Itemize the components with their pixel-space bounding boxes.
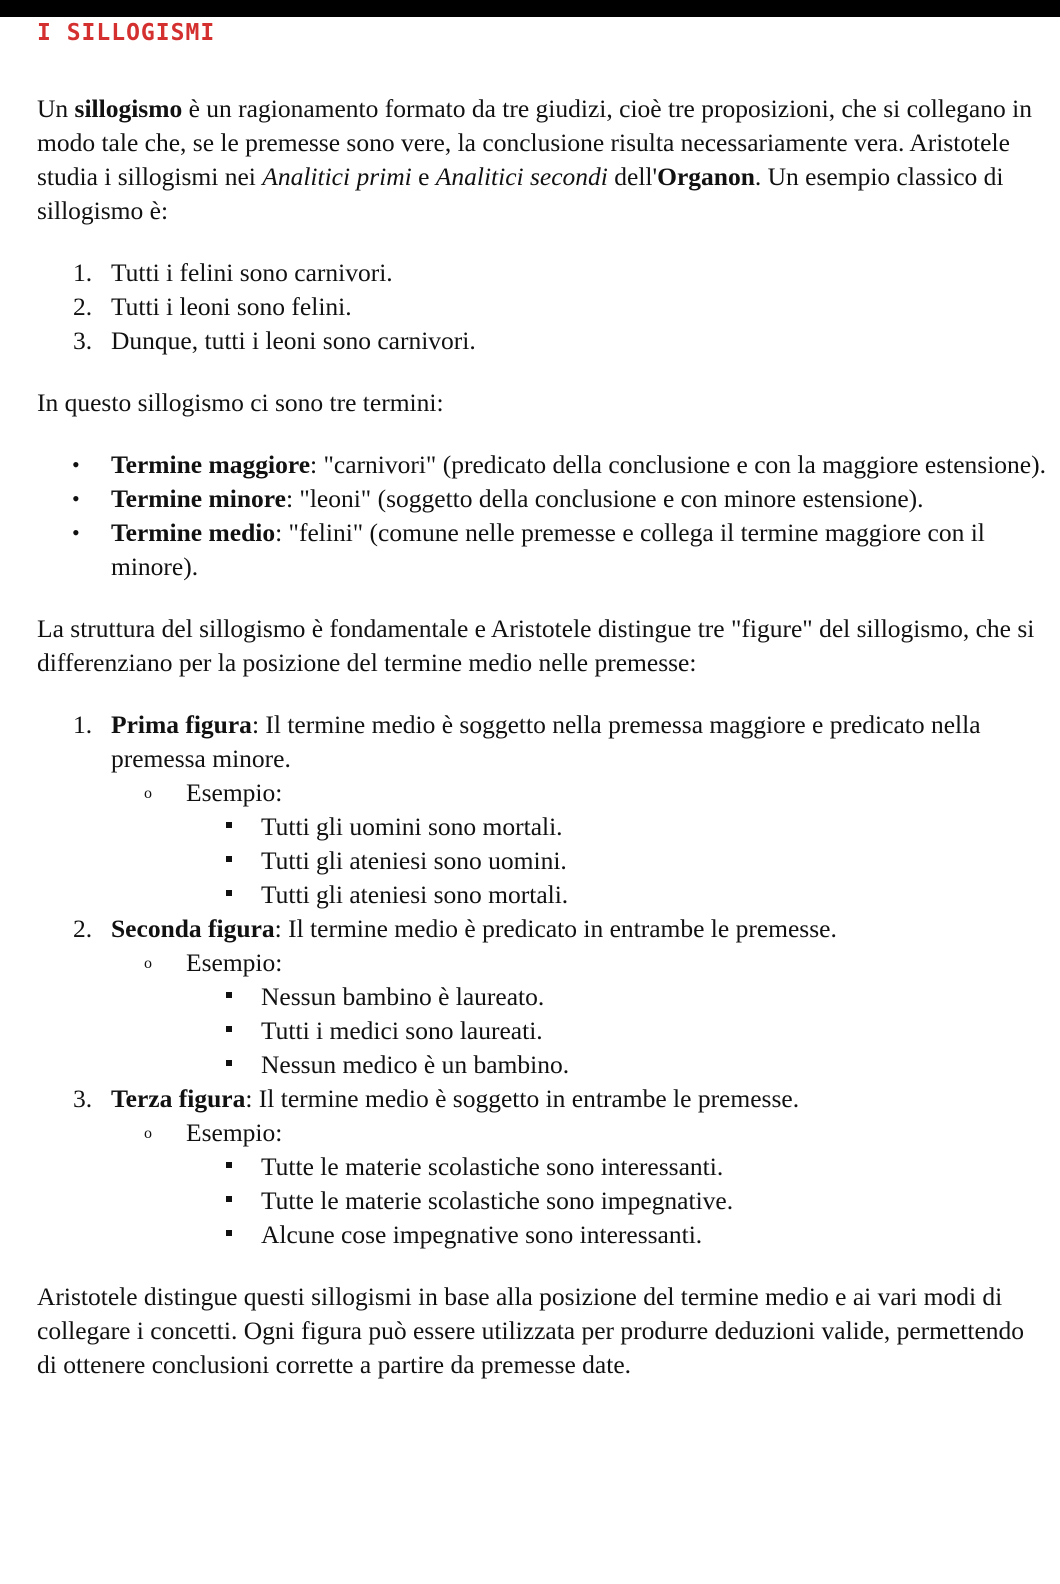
- term-text: : "felini" (comune nelle premesse e collega il termine maggiore con il minore).: [111, 518, 985, 581]
- example-line: [111, 1150, 1047, 1184]
- list-number: 2.: [73, 914, 93, 943]
- term-label: Termine medio: [111, 518, 276, 547]
- example-subitem: [111, 946, 1047, 980]
- example-item: [37, 256, 1047, 290]
- list-number: 2.: [73, 292, 93, 321]
- intro-bold-sillogismo: sillogismo: [74, 94, 183, 123]
- square-bullet-icon: [226, 1162, 232, 1168]
- square-bullet-icon: [226, 856, 232, 862]
- intro-paragraph: [37, 92, 1047, 228]
- document-body: [37, 92, 1047, 1382]
- example-text: Tutti i felini sono carnivori.: [111, 258, 393, 287]
- term-text: : "carnivori" (predicato della conclusione e con la maggiore estensione).: [310, 450, 1046, 479]
- example-subitem: [111, 776, 1047, 810]
- example-line: [111, 1048, 1047, 1082]
- page-title: I SILLOGISMI: [37, 20, 216, 46]
- figure-text: : Il termine medio è soggetto in entrambe le premesse.: [245, 1084, 800, 1113]
- example-item: [37, 290, 1047, 324]
- example-line-text: Tutti gli uomini sono mortali.: [261, 812, 563, 841]
- intro-text-5: . Un esempio classico di sillogismo è:: [37, 162, 1004, 225]
- list-number: 3.: [73, 1084, 93, 1113]
- term-item: [37, 516, 1047, 584]
- intro-text-4: dell': [607, 162, 658, 191]
- term-item: [37, 448, 1047, 482]
- example-label: Esempio:: [186, 948, 283, 977]
- conclusion-paragraph: Aristotele distingue questi sillogismi in base alla posizione del termine medio e ai vari modi di collegare i concetti. Ogni figura può essere utilizzata per produrre deduzioni valide, permettendo di ottenere conclusioni corrette a partire da premesse date.: [37, 1282, 1025, 1379]
- example-text: Tutti i leoni sono felini.: [111, 292, 352, 321]
- example-label: Esempio:: [186, 778, 283, 807]
- figure-item: [37, 708, 1047, 912]
- example-line-text: Tutti gli ateniesi sono mortali.: [261, 880, 569, 909]
- example-line: [111, 1014, 1047, 1048]
- bullet-marker: •: [72, 452, 80, 477]
- square-bullet-icon: [226, 1196, 232, 1202]
- term-label: Termine minore: [111, 484, 286, 513]
- example-line: [111, 1218, 1047, 1252]
- list-number: 3.: [73, 326, 93, 355]
- example-list: [37, 256, 1047, 358]
- example-line-text: Nessun bambino è laureato.: [261, 982, 545, 1011]
- example-line-text: Nessun medico è un bambino.: [261, 1050, 570, 1079]
- terms-list: [37, 448, 1047, 584]
- figures-list: [37, 708, 1047, 1252]
- example-text: Dunque, tutti i leoni sono carnivori.: [111, 326, 476, 355]
- intro-italic-analitici-primi: Analitici primi: [262, 162, 412, 191]
- example-subitem: [111, 1116, 1047, 1150]
- example-line-text: Tutti gli ateniesi sono uomini.: [261, 846, 567, 875]
- figure-text: : Il termine medio è predicato in entrambe le premesse.: [274, 914, 837, 943]
- list-number: 1.: [73, 258, 93, 287]
- example-line: [111, 844, 1047, 878]
- intro-italic-analitici-secondi: Analitici secondi: [435, 162, 608, 191]
- square-bullet-icon: [226, 822, 232, 828]
- term-label: Termine maggiore: [111, 450, 311, 479]
- square-bullet-icon: [226, 1230, 232, 1236]
- example-label: Esempio:: [186, 1118, 283, 1147]
- example-line-text: Tutti i medici sono laureati.: [261, 1016, 543, 1045]
- square-bullet-icon: [226, 1026, 232, 1032]
- top-bar: [0, 0, 1060, 17]
- example-line: [111, 810, 1047, 844]
- square-bullet-icon: [226, 1060, 232, 1066]
- figure-label: Prima figura: [111, 710, 252, 739]
- figure-label: Terza figura: [111, 1084, 246, 1113]
- circle-marker: o: [144, 1125, 152, 1142]
- example-line-text: Tutte le materie scolastiche sono interessanti.: [261, 1152, 724, 1181]
- circle-marker: o: [144, 785, 152, 802]
- figure-item: [37, 1082, 1047, 1252]
- example-line: [111, 1184, 1047, 1218]
- bullet-marker: •: [72, 520, 80, 545]
- square-bullet-icon: [226, 890, 232, 896]
- list-number: 1.: [73, 710, 93, 739]
- figure-item: [37, 912, 1047, 1082]
- example-line-text: Alcune cose impegnative sono interessanti.: [261, 1220, 703, 1249]
- intro-text-1: Un: [37, 94, 75, 123]
- example-line: [111, 878, 1047, 912]
- term-item: [37, 482, 1047, 516]
- example-line: [111, 980, 1047, 1014]
- circle-marker: o: [144, 955, 152, 972]
- intro-bold-organon: Organon: [657, 162, 755, 191]
- intro-text-3: e: [411, 162, 436, 191]
- figure-text: : Il termine medio è soggetto nella premessa maggiore e predicato nella premessa minore.: [111, 710, 981, 773]
- example-item: [37, 324, 1047, 358]
- intro-text-2: è un ragionamento formato da tre giudizi, cioè tre proposizioni, che si collegano in modo tale che, se le premesse sono vere, la conclusione risulta necessariamente vera. Aristotele studia i sillogismi nei: [37, 94, 1032, 191]
- figure-label: Seconda figura: [111, 914, 275, 943]
- bullet-marker: •: [72, 486, 80, 511]
- square-bullet-icon: [226, 992, 232, 998]
- terms-intro: In questo sillogismo ci sono tre termini:: [37, 388, 444, 417]
- structure-paragraph: La struttura del sillogismo è fondamentale e Aristotele distingue tre "figure" del sillogismo, che si differenziano per la posizione del termine medio nelle premesse:: [37, 614, 1035, 677]
- example-line-text: Tutte le materie scolastiche sono impegnative.: [261, 1186, 734, 1215]
- term-text: : "leoni" (soggetto della conclusione e con minore estensione).: [285, 484, 924, 513]
